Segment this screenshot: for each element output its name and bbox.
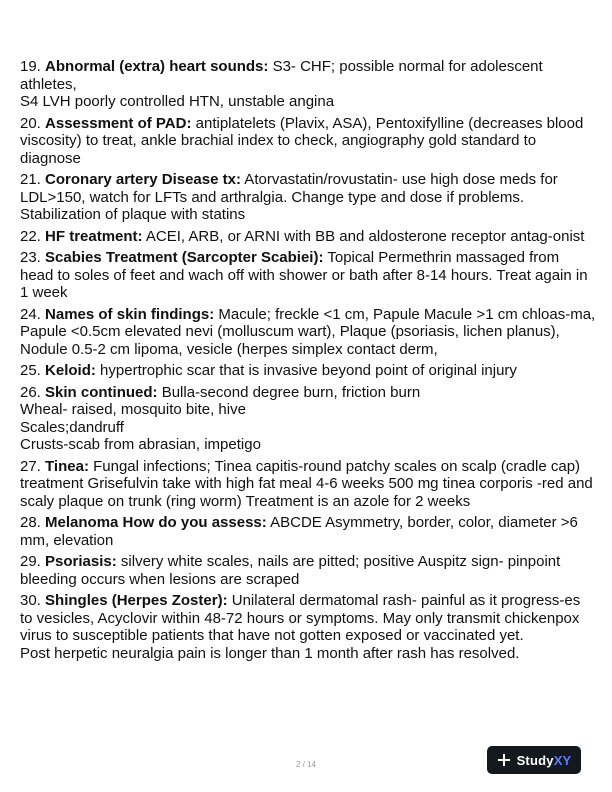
logo-name: Study (516, 752, 554, 768)
item-text: S3- CHF; possible normal for adolescent athletes, (20, 58, 543, 93)
item-heading: Coronary artery Disease tx: (45, 171, 241, 188)
item-number: 28. (20, 514, 46, 531)
page-number: 2 / 14 (295, 760, 316, 769)
document-body (20, 58, 596, 666)
item-number: 26. (20, 383, 46, 401)
item-extra-line: Wheal- raised, mosquito bite, hive (20, 401, 246, 418)
logo-accent: XY (553, 752, 572, 768)
item-extra-line: S4 LVH poorly controlled HTN, unstable angina (20, 93, 335, 110)
note-item (20, 362, 596, 380)
item-text: Topical Permethrin massaged from head to soles of feet and wach off with shower or bath after 8-14 hours. Treat again in 1 week (20, 249, 588, 301)
note-item (20, 514, 596, 549)
item-text: ACEI, ARB, or ARNI with BB and aldosterone receptor antag-onist (142, 227, 585, 245)
item-text: hypertrophic scar that is invasive beyond point of original injury (95, 362, 517, 379)
item-number: 23. (20, 249, 46, 266)
item-number: 25. (20, 362, 46, 379)
item-extra-line: Crusts-scab from abrasian, impetigo (20, 436, 261, 453)
item-heading: Skin continued: (45, 383, 158, 401)
item-number: 29. (20, 553, 46, 570)
item-heading: Shingles (Herpes Zoster): (45, 592, 228, 609)
item-number: 20. (20, 114, 46, 132)
note-item (20, 249, 596, 302)
studyxy-logo[interactable] (487, 746, 581, 774)
item-number: 24. (20, 305, 46, 323)
item-number: 22. (20, 227, 46, 245)
note-item (20, 58, 596, 111)
note-item (20, 306, 596, 359)
item-text: Bulla-second degree burn, friction burn (157, 383, 421, 401)
note-item (20, 384, 596, 454)
item-heading: Psoriasis: (45, 553, 117, 570)
item-extra-line: Scales;dandruff (20, 418, 124, 436)
item-heading: Abnormal (extra) heart sounds: (45, 58, 269, 75)
note-item (20, 228, 596, 246)
item-text: silvery white scales, nails are pitted; positive Auspitz sign- pinpoint bleeding occurs when lesions are scraped (20, 553, 561, 588)
item-text: Fungal infections; Tinea capitis-round patchy scales on scalp (cradle cap) treatment Grisefulvin take with high fat meal 4-6 weeks 500 mg tinea corporis -red and scaly plaque on trunk (ring worm) Treatment is an azole for 2 weeks (20, 457, 593, 510)
item-text: antiplatelets (Plavix, ASA), Pentoxifylline (decreases blood viscosity) to treat, ankle brachial index to check, angiography gold standard to diagnose (20, 114, 584, 167)
item-number: 30. (20, 592, 46, 609)
item-heading: Melanoma How do you assess: (45, 514, 267, 531)
item-heading: Tinea: (45, 457, 89, 475)
item-heading: Scabies Treatment (Sarcopter Scabiei): (45, 249, 324, 266)
note-item (20, 458, 596, 511)
item-number: 19. (20, 58, 46, 75)
item-number: 27. (20, 457, 46, 475)
item-heading: Assessment of PAD: (45, 114, 192, 132)
item-number: 21. (20, 171, 46, 188)
plus-icon (497, 753, 511, 767)
item-heading: Names of skin findings: (45, 305, 215, 323)
item-text: ABCDE Asymmetry, border, color, diameter >6 mm, elevation (20, 514, 578, 549)
item-heading: HF treatment: (45, 227, 143, 245)
item-text: Unilateral dermatomal rash- painful as it progress-es to vesicles, Acyclovir within 48-72 hours or symptoms. May only transmit chickenpox virus to susceptible patients that have not gotten exposed or vaccinated yet. (20, 592, 581, 644)
note-item (20, 115, 596, 168)
item-text: Macule; freckle <1 cm, Papule Macule >1 cm chloas-ma, Papule <0.5cm elevated nevi (molluscum wart), Plaque (psoriasis, lichen planus), Nodule 0.5-2 cm lipoma, vesicle (herpes simplex contact derm, (20, 305, 596, 358)
item-heading: Keloid: (45, 362, 96, 379)
note-item (20, 171, 596, 224)
item-extra-line: Post herpetic neuralgia pain is longer than 1 month after rash has resolved. (20, 644, 520, 662)
note-item (20, 553, 596, 588)
note-item (20, 592, 596, 662)
item-text: Atorvastatin/rovustatin- use high dose meds for LDL>150, watch for LFTs and arthralgia. Change type and dose if problems. Stabilization of plaque with statins (20, 171, 558, 223)
